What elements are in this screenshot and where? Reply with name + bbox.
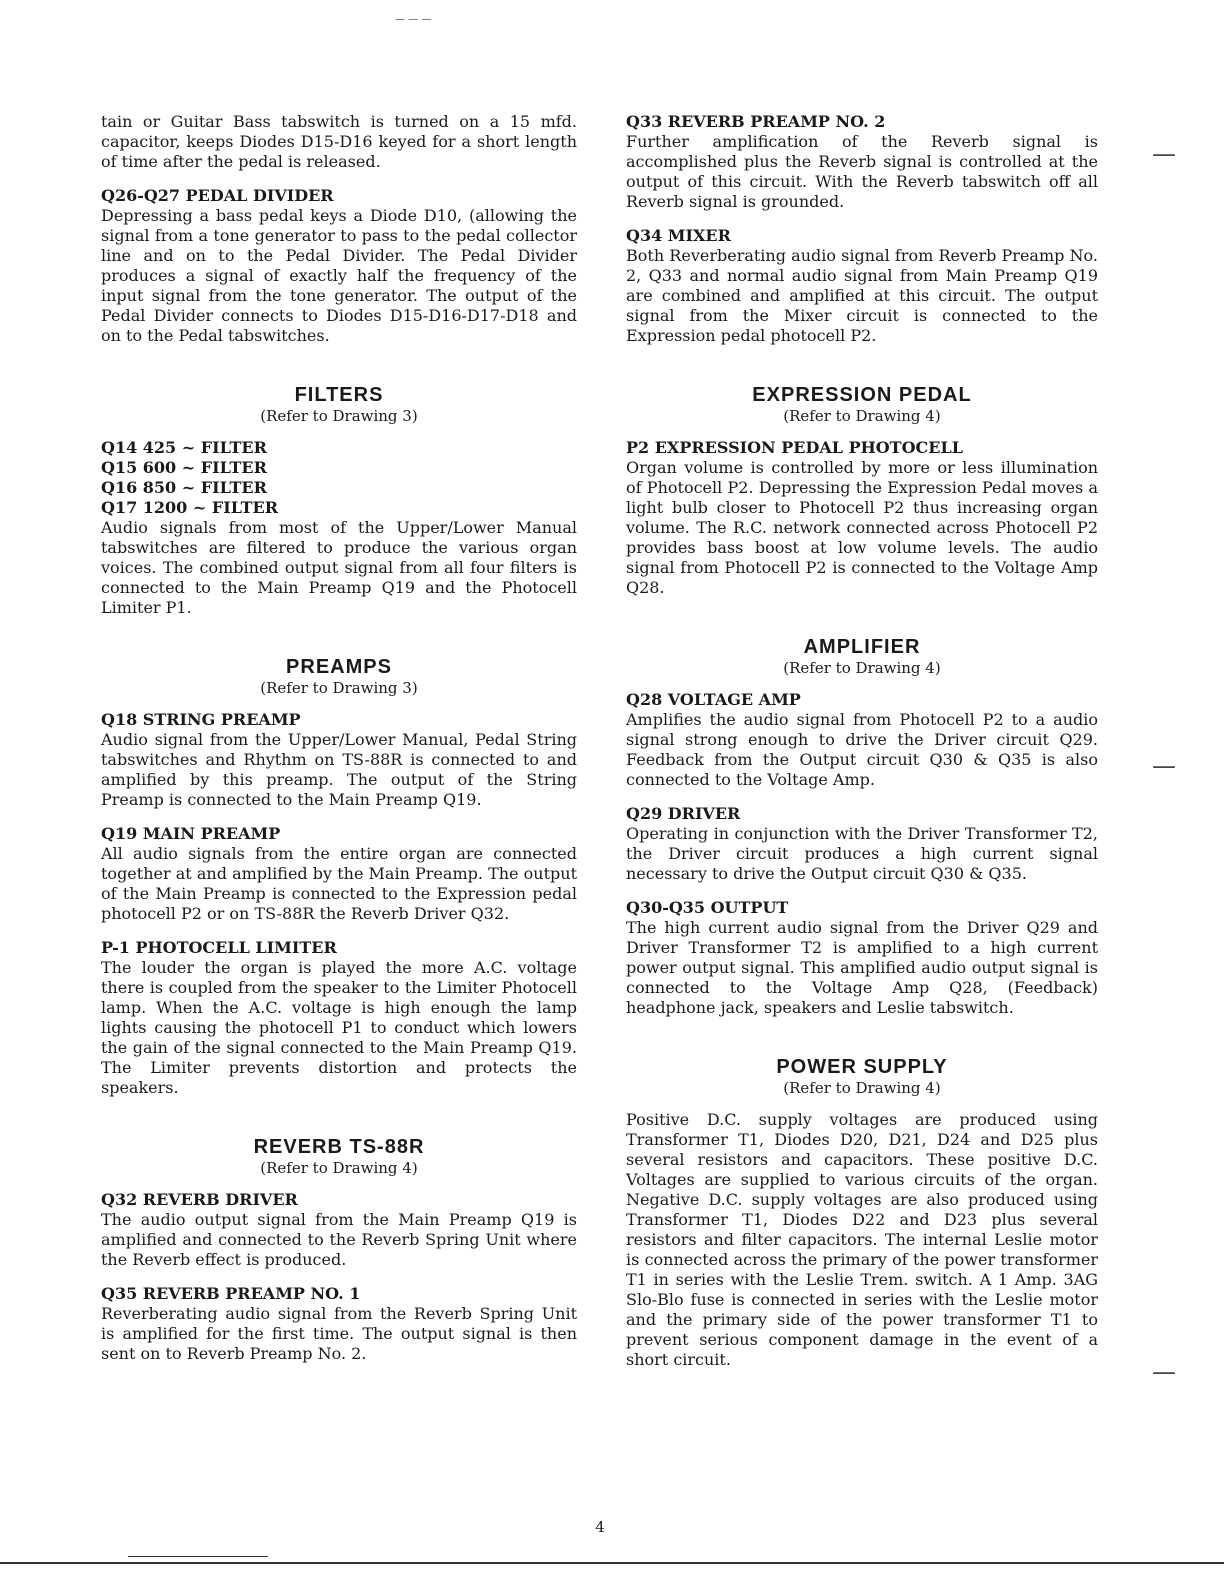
power-supply-title: POWER SUPPLY xyxy=(776,1056,948,1078)
driver-heading: Q29 DRIVER xyxy=(626,804,741,823)
output-text: The high current audio signal from the Driver Q29 and Driver Transformer T2 is amplified to a high current power output signal. This amplified audio output signal is connected to the Voltage Amp Q28, (Feedback) headphone jack, speakers and Leslie tabswitch. xyxy=(626,918,1098,1017)
reverb-preamp2-text: Further amplification of the Reverb signal is accomplished plus the Reverb signal is controlled at the output of this circuit. With the Reverb tabswitch off all Reverb signal is grounded. xyxy=(626,132,1098,211)
voltage-amp-heading: Q28 VOLTAGE AMP xyxy=(626,690,801,709)
amplifier-title: AMPLIFIER xyxy=(803,636,921,658)
reverb-title: REVERB TS-88R xyxy=(253,1136,425,1158)
reverb-preamp2-heading: Q33 REVERB PREAMP NO. 2 xyxy=(626,112,886,131)
voltage-amp-text: Amplifies the audio signal from Photocell P2 to a audio signal strong enough to drive the Driver circuit Q29. Feedback from the Output circuit Q30 & Q35 is also connected to the Voltage Amp. xyxy=(626,710,1098,789)
power-supply-ref: (Refer to Drawing 4) xyxy=(783,1079,941,1097)
filter-item: Q14 425 ~ FILTER xyxy=(101,438,267,457)
filter-item: Q15 600 ~ FILTER xyxy=(101,458,267,477)
filter-list xyxy=(101,438,577,518)
filters-text: Audio signals from most of the Upper/Lower Manual tabswitches are filtered to produce the various organ voices. The combined output signal from all four filters is connected to the Main Preamp Q19 and the Photocell Limiter P1. xyxy=(101,518,577,617)
preamps-ref: (Refer to Drawing 3) xyxy=(260,679,418,697)
main-preamp-text: All audio signals from the entire organ are connected together at and amplified by the Main Preamp. The output of the Main Preamp is connected to the Expression pedal photocell P2 or on TS-88R the Reverb Driver Q32. xyxy=(101,844,577,923)
mixer-heading: Q34 MIXER xyxy=(626,226,731,245)
photocell-limiter-text: The louder the organ is played the more A.C. voltage there is coupled from the speaker to the Limiter Photocell lamp. When the A.C. voltage is high enough the lamp lights causing the photocell P1 to conduct which lowers the gain of the signal connected to the Main Preamp Q19. The Limiter prevents distortion and protects the speakers. xyxy=(101,958,577,1097)
driver-text: Operating in conjunction with the Driver Transformer T2, the Driver circuit produces a high current signal necessary to drive the Output circuit Q30 & Q35. xyxy=(626,824,1098,883)
preamps-title: PREAMPS xyxy=(286,656,392,678)
pedal-divider-heading: Q26-Q27 PEDAL DIVIDER xyxy=(101,186,334,205)
right-column xyxy=(626,112,1098,1370)
string-preamp-heading: Q18 STRING PREAMP xyxy=(101,710,301,729)
pedal-divider-text: Depressing a bass pedal keys a Diode D10, (allowing the signal from a tone generator to pass to the pedal collector line and on to the Pedal Divider. The Pedal Divider produces a signal of exactly half the frequency of the input signal from the tone generator. The output of the Pedal Divider connects to Diodes D15-D16-D17-D18 and on to the Pedal tabswitches. xyxy=(101,206,577,345)
reverb-ref: (Refer to Drawing 4) xyxy=(260,1159,418,1177)
string-preamp-text: Audio signal from the Upper/Lower Manual, Pedal String tabswitches and Rhythm on TS-88R is connected to and amplified by this preamp. The output of the String Preamp is connected to the Main Preamp Q19. xyxy=(101,730,577,809)
filter-item: Q16 850 ~ FILTER xyxy=(101,478,267,497)
output-heading: Q30-Q35 OUTPUT xyxy=(626,898,789,917)
scan-mark-right-2: — xyxy=(1152,752,1176,780)
amplifier-ref: (Refer to Drawing 4) xyxy=(783,659,941,677)
expression-pedal-ref: (Refer to Drawing 4) xyxy=(783,407,941,425)
reverb-preamp1-text: Reverberating audio signal from the Reverb Spring Unit is amplified for the first time. The output signal is then sent on to Reverb Preamp No. 2. xyxy=(101,1304,577,1363)
expression-pedal-title: EXPRESSION PEDAL xyxy=(752,384,972,406)
power-supply-text: Positive D.C. supply voltages are produced using Transformer T1, Diodes D20, D21, D24 and D25 plus several resistors and capacitors. These positive D.C. Voltages are supplied to various circuits of the organ. Negative D.C. supply voltages are also produced using Transformer T1, Diodes D22 and D23 plus several resistors and filter capacitors. The internal Leslie motor is connected across the primary of the power transformer T1 in series with the Leslie Trem. switch. A 1 Amp. 3AG Slo-Blo fuse is connected in series with the Leslie motor and the primary side of the power transformer T1 to prevent serious component damage in the event of a short circuit. xyxy=(626,1110,1098,1369)
page-number: 4 xyxy=(595,1518,605,1536)
reverb-driver-text: The audio output signal from the Main Preamp Q19 is amplified and connected to the Reverb Spring Unit where the Reverb effect is produced. xyxy=(101,1210,577,1269)
filters-ref: (Refer to Drawing 3) xyxy=(260,407,418,425)
bottom-rule xyxy=(0,1562,1224,1564)
scan-mark-top: — — — xyxy=(395,14,432,25)
bottom-short-rule xyxy=(128,1556,268,1557)
scan-mark-right-1: — xyxy=(1152,140,1176,168)
reverb-driver-heading: Q32 REVERB DRIVER xyxy=(101,1190,298,1209)
left-column xyxy=(101,112,577,1364)
photocell-limiter-heading: P-1 PHOTOCELL LIMITER xyxy=(101,938,337,957)
main-preamp-heading: Q19 MAIN PREAMP xyxy=(101,824,281,843)
expression-pedal-text: Organ volume is controlled by more or less illumination of Photocell P2. Depressing the Expression Pedal moves a light bulb closer to Photocell P2 thus increasing organ volume. The R.C. network connected across Photocell P2 provides bass boost at low volume levels. The audio signal from Photocell P2 is connected to the Voltage Amp Q28. xyxy=(626,458,1098,597)
filters-title: FILTERS xyxy=(294,384,384,406)
scan-mark-right-3: — xyxy=(1152,1358,1176,1386)
mixer-text: Both Reverberating audio signal from Reverb Preamp No. 2, Q33 and normal audio signal from Main Preamp Q19 are combined and amplified at this circuit. The output signal from the Mixer circuit is connected to the Expression pedal photocell P2. xyxy=(626,246,1098,345)
filter-item: Q17 1200 ~ FILTER xyxy=(101,498,279,517)
reverb-preamp1-heading: Q35 REVERB PREAMP NO. 1 xyxy=(101,1284,361,1303)
intro-paragraph: tain or Guitar Bass tabswitch is turned on a 15 mfd. capacitor, keeps Diodes D15-D16 keyed for a short length of time after the pedal is released. xyxy=(101,112,577,171)
expression-pedal-heading: P2 EXPRESSION PEDAL PHOTOCELL xyxy=(626,438,963,457)
